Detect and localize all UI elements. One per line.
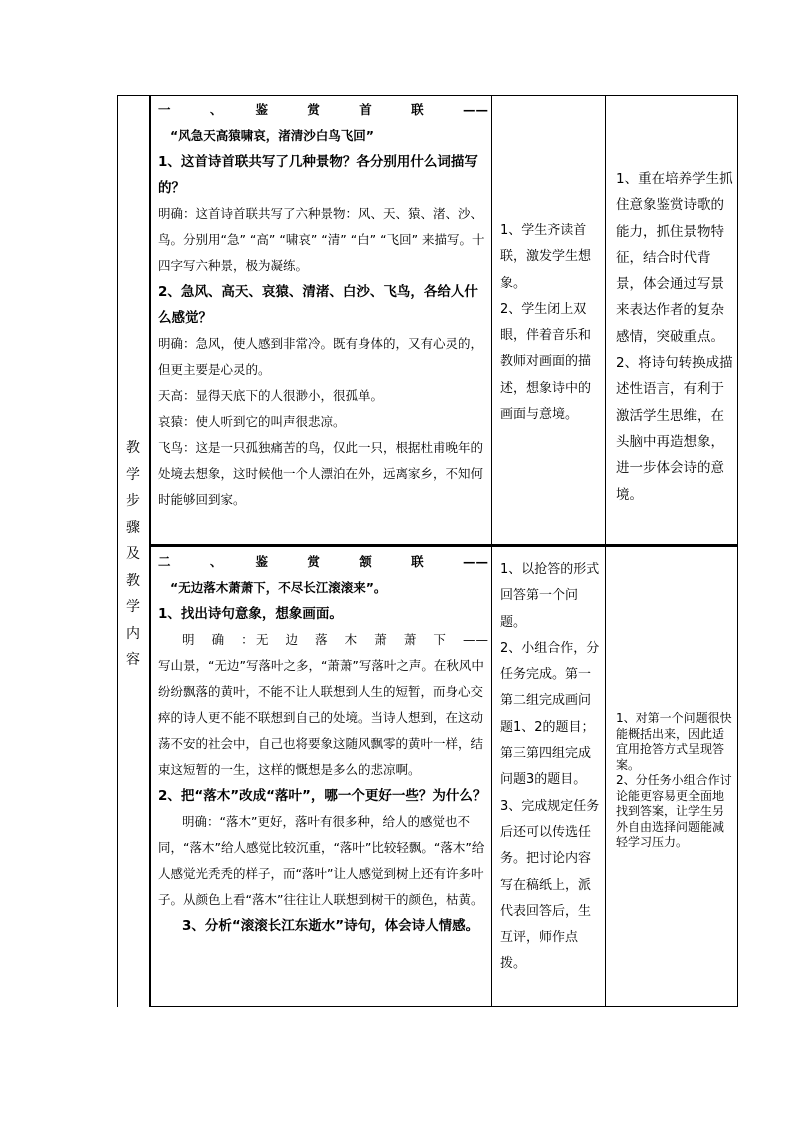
side-label [117, 435, 149, 674]
section1-question-1: 1、这首诗首联共写了几种景物？各分别用什么词描写的？ [158, 154, 478, 196]
side-label-char: 学 [126, 466, 140, 483]
table-right-border [737, 95, 738, 1007]
side-label-char: 学 [126, 599, 140, 615]
section2-student-activity: 1、以抢答的形式回答第一个问题。 2、小组合作，分任务完成。第一第二组完成画问题1、2的题目；第三第四组完成问题3的题目。 3、完成规定任务后还可以传选任务。把讨论内容写在稿纸上，派代表回答后，生互评，师作点拨。 [500, 562, 600, 972]
column-divider-2 [491, 95, 492, 1007]
side-label-char: 骤 [126, 519, 140, 536]
section1-answer-2-intro: 明确：急风，使人感到非常冷。既有身体的，又有心灵的，但更主要是心灵的。 [158, 336, 484, 377]
side-label-char: 内 [126, 625, 140, 642]
section2-content-cell [151, 549, 491, 1005]
section2-question-3: 3、分析“滚滚长江东逝水”诗句，体会诗人情感。 [182, 918, 480, 934]
side-label-char: 步 [126, 493, 140, 509]
section2-heading: 二 、 鉴 赏 颔 联 —— [158, 554, 488, 569]
section1-content-cell [151, 97, 491, 542]
section2-answer-1-lead: 明 确 ：无 边 落 木 萧 萧 下 —— [182, 632, 488, 647]
side-label-char: 容 [126, 652, 140, 668]
section1-answer-1: 明确：这首诗首联共写了六种景物：风、天、猿、渚、沙、鸟。分别用“急” “高” “啸哀” “清” “白” “飞回” 来描写。十四字写六种景，极为凝练。 [158, 206, 485, 273]
side-label-char: 教 [126, 572, 140, 589]
section2-question-2: 2、把“落木”改成“落叶”，哪一个更好一些？为什么？ [158, 788, 487, 804]
section1-student-activity: 1、学生齐读首联，激发学生想象。 2、学生闭上双眼，伴着音乐和教师对画面的描述，想象诗中的画面与意境。 [500, 223, 592, 423]
row-divider-top [117, 95, 738, 96]
side-label-cell [117, 95, 149, 1007]
row-divider-middle [149, 544, 738, 547]
section1-answer-2-ape: 哀猿：使人听到它的叫声很悲凉。 [158, 414, 346, 429]
section1-heading: 一 、 鉴 赏 首 联 —— [158, 102, 488, 117]
section1-answer-2-bird: 飞鸟：这是一只孤独痛苦的鸟，仅此一只，根据杜甫晚年的处境去想象，这时候他一个人漂泊在外，远离家乡，不知何时能够回到家。 [158, 440, 484, 507]
section1-quote: “风急天高猿啸哀，渚清沙白鸟飞回” [170, 128, 374, 143]
section1-question-2: 2、急风、高天、哀猿、清渚、白沙、飞鸟，各给人什么感觉？ [158, 284, 478, 326]
section1-design-intent: 1、重在培养学生抓住意象鉴赏诗歌的能力，抓住景物特征，结合时代背景，体会通过写景来表达作者的复杂感情，突破重点。 2、将诗句转换成描述性语言，有利于激活学生思维，在头脑中再造想象，进一步体会诗的意境。 [616, 171, 733, 503]
column-divider-3 [605, 95, 606, 1007]
section2-question-1: 1、找出诗句意象，想象画面。 [158, 606, 343, 622]
row-divider-bottom [149, 1006, 738, 1007]
side-label-char: 及 [126, 546, 140, 562]
section2-quote: “无边落木萧萧下，不尽长江滚滚来”。 [170, 580, 387, 595]
section1-answer-2-sky: 天高：显得天底下的人很渺小，很孤单。 [158, 388, 384, 403]
section2-answer-2: 明确：“落木”更好，落叶有很多种，给人的感觉也不同，“落木”给人感觉比较沉重，“落叶”比较轻飘。“落木”给人感觉光秃秃的样子，而“落叶”让人感觉到树上还有许多叶子。从颜色上看“落木”往往让人联想到树干的颜色，枯黄。 [158, 814, 485, 907]
section2-design-intent: 1、对第一个问题很快能概括出来，因此适宜用抢答方式呈现答案。 2、分任务小组合作讨论能更容易更全面地找到答案，让学生另外自由选择问题能减轻学习压力。 [616, 711, 732, 849]
side-label-char: 教 [126, 440, 140, 456]
section2-answer-1: 写山景，“无边”写落叶之多，“萧萧”写落叶之声。在秋风中纷纷飘落的黄叶，不能不让人联想到人生的短暂，而身心交瘁的诗人更不能不联想到自己的处境。当诗人想到，在这动荡不安的社会中，自己也将要象这随风飘零的黄叶一样，结束这短暂的一生，这样的慨想是多么的悲凉啊。 [158, 658, 484, 777]
